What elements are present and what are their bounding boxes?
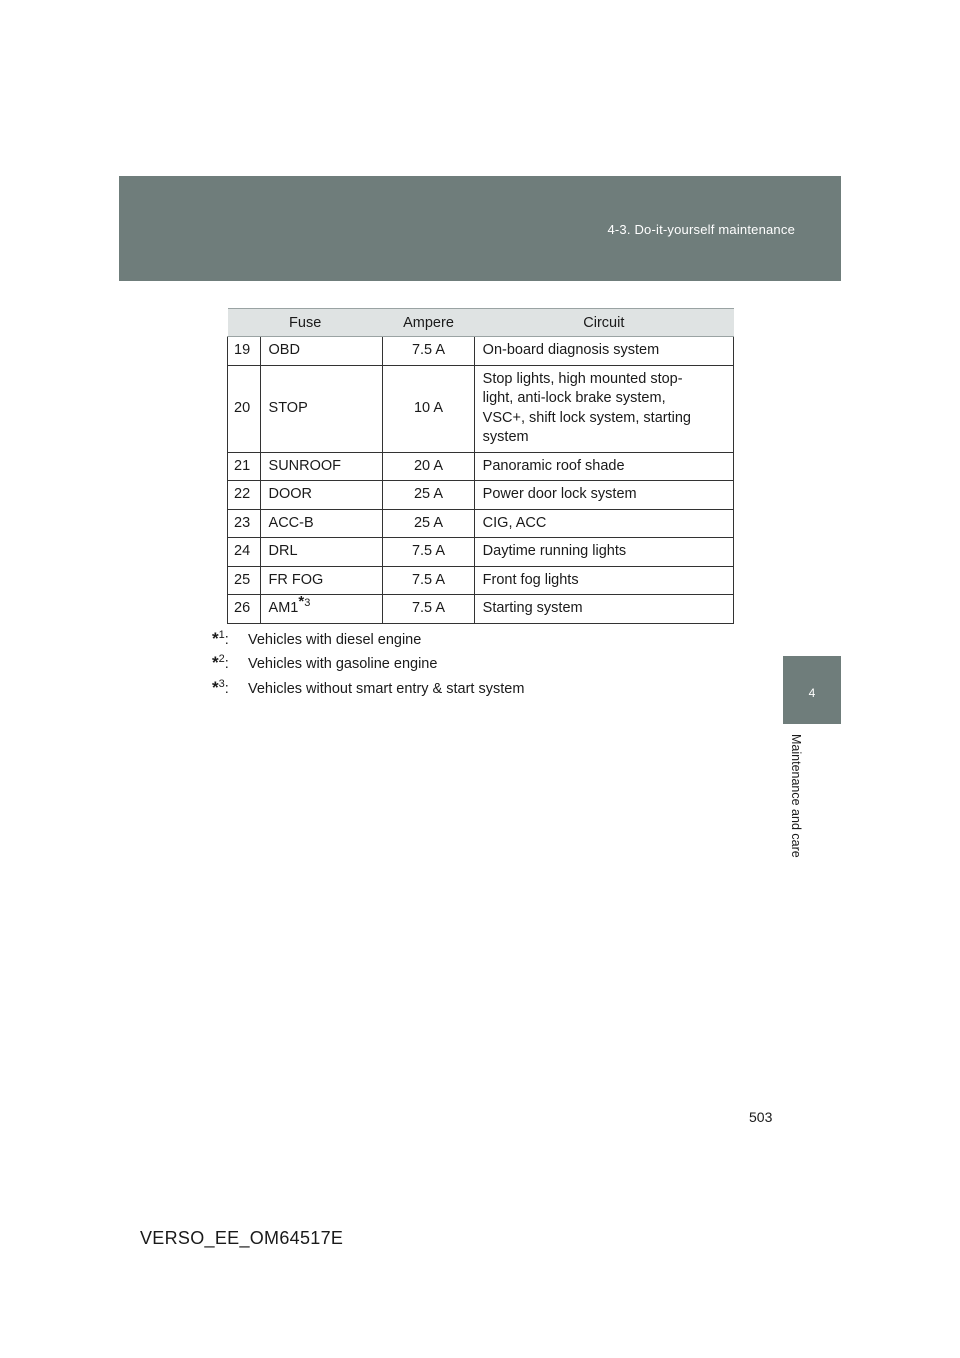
table-row — [228, 337, 734, 366]
doc-code: VERSO_EE_OM64517E — [140, 1228, 344, 1248]
footnote-marker — [298, 593, 311, 611]
circuit-line: Front fog lights — [482, 571, 579, 588]
fuse-name — [260, 566, 383, 595]
chapter-number: 4 — [808, 686, 816, 700]
footnote-mark — [212, 626, 248, 650]
footnote-number: 3 — [218, 677, 225, 690]
fuse-circuit — [474, 481, 733, 510]
table-row — [228, 538, 734, 567]
fuse-ampere: 7.5 A — [383, 538, 474, 567]
fuse-number: 24 — [228, 538, 261, 567]
fuse-name — [260, 337, 383, 366]
fuse-circuit — [474, 509, 733, 538]
fuse-circuit — [474, 595, 733, 624]
circuit-line: On-board diagnosis system — [482, 342, 660, 358]
circuit-line: light, anti-lock brake system, — [482, 390, 666, 406]
fuse-name — [260, 481, 383, 510]
table-row — [228, 566, 734, 595]
footnote-star: * — [212, 653, 219, 673]
fuse-name — [260, 365, 383, 452]
footnote-marker-star: * — [298, 593, 305, 611]
page-number: 503 — [749, 1109, 773, 1125]
circuit-line: Panoramic roof shade — [482, 457, 625, 474]
fuse-number: 20 — [228, 365, 261, 452]
footnote-marker-number: 3 — [304, 597, 311, 610]
fuse-circuit — [474, 566, 733, 595]
fuse-circuit — [474, 538, 733, 567]
fuse-name — [260, 538, 383, 567]
circuit-line: CIG, ACC — [482, 514, 547, 531]
fuse-number: 26 — [228, 595, 261, 624]
fuse-number: 21 — [228, 452, 261, 481]
table-row — [228, 452, 734, 481]
fuse-name-text: STOP — [268, 399, 308, 416]
footnote-mark — [212, 650, 248, 674]
footnote-separator: : — [224, 631, 229, 648]
fuse-number: 23 — [228, 509, 261, 538]
fuse-ampere: 7.5 A — [383, 566, 474, 595]
footnote-number: 1 — [218, 629, 225, 641]
footnote-separator: : — [224, 680, 229, 697]
fuse-name-text: SUNROOF — [268, 457, 342, 474]
fuse-name-text: FR FOG — [268, 571, 324, 588]
fuse-name-text: AM1 — [268, 600, 299, 616]
fuse-circuit — [474, 452, 733, 481]
fuse-name — [260, 595, 383, 624]
fuse-name — [260, 452, 383, 481]
fuse-ampere: 10 A — [383, 365, 474, 452]
fuse-name-text: ACC-B — [268, 514, 314, 531]
circuit-line: Daytime running lights — [482, 543, 627, 559]
table-row — [228, 481, 734, 510]
footnote-number: 2 — [218, 653, 225, 666]
circuit-line: Starting system — [482, 600, 583, 616]
fuse-number: 19 — [228, 337, 261, 366]
fuse-number: 25 — [228, 566, 261, 595]
chapter-tab — [783, 656, 841, 724]
circuit-line: system — [482, 429, 529, 445]
footnotes — [212, 626, 524, 699]
table-row — [228, 509, 734, 538]
footnote-star: * — [212, 677, 219, 697]
table-row — [228, 365, 734, 452]
fuse-table — [227, 308, 734, 624]
fuse-ampere: 20 A — [383, 452, 474, 481]
footnote — [212, 626, 524, 650]
fuse-table-body — [228, 337, 734, 624]
circuit-line: VSC+, shift lock system, starting — [482, 409, 691, 426]
fuse-ampere: 25 A — [383, 509, 474, 538]
circuit-line: Power door lock system — [482, 486, 637, 502]
footnote-text: Vehicles with diesel engine — [248, 631, 422, 648]
fuse-ampere: 25 A — [383, 481, 474, 510]
header-ampere: Ampere — [383, 309, 474, 337]
circuit-line: Stop lights, high mounted stop- — [482, 370, 683, 387]
table-header-row — [228, 309, 734, 337]
fuse-ampere: 7.5 A — [383, 337, 474, 366]
header-band — [119, 176, 841, 281]
header-circuit: Circuit — [474, 309, 733, 337]
chapter-label: Maintenance and care — [789, 734, 803, 858]
table-row — [228, 595, 734, 624]
fuse-name-text: DRL — [268, 543, 298, 559]
footnote-star: * — [212, 628, 219, 648]
section-title: 4-3. Do-it-yourself maintenance — [607, 222, 795, 237]
fuse-number: 22 — [228, 481, 261, 510]
footnote — [212, 675, 524, 699]
footnote-text: Vehicles with gasoline engine — [248, 656, 438, 673]
footnote-mark — [212, 675, 248, 699]
fuse-circuit — [474, 337, 733, 366]
fuse-ampere: 7.5 A — [383, 595, 474, 624]
footnote-text: Vehicles without smart entry & start system — [248, 680, 525, 697]
fuse-name-text: DOOR — [268, 486, 313, 502]
footnote — [212, 650, 524, 674]
fuse-circuit — [474, 365, 733, 452]
footnote-separator: : — [224, 656, 229, 673]
header-fuse: Fuse — [228, 309, 383, 337]
fuse-name-text: OBD — [268, 342, 300, 358]
fuse-name — [260, 509, 383, 538]
